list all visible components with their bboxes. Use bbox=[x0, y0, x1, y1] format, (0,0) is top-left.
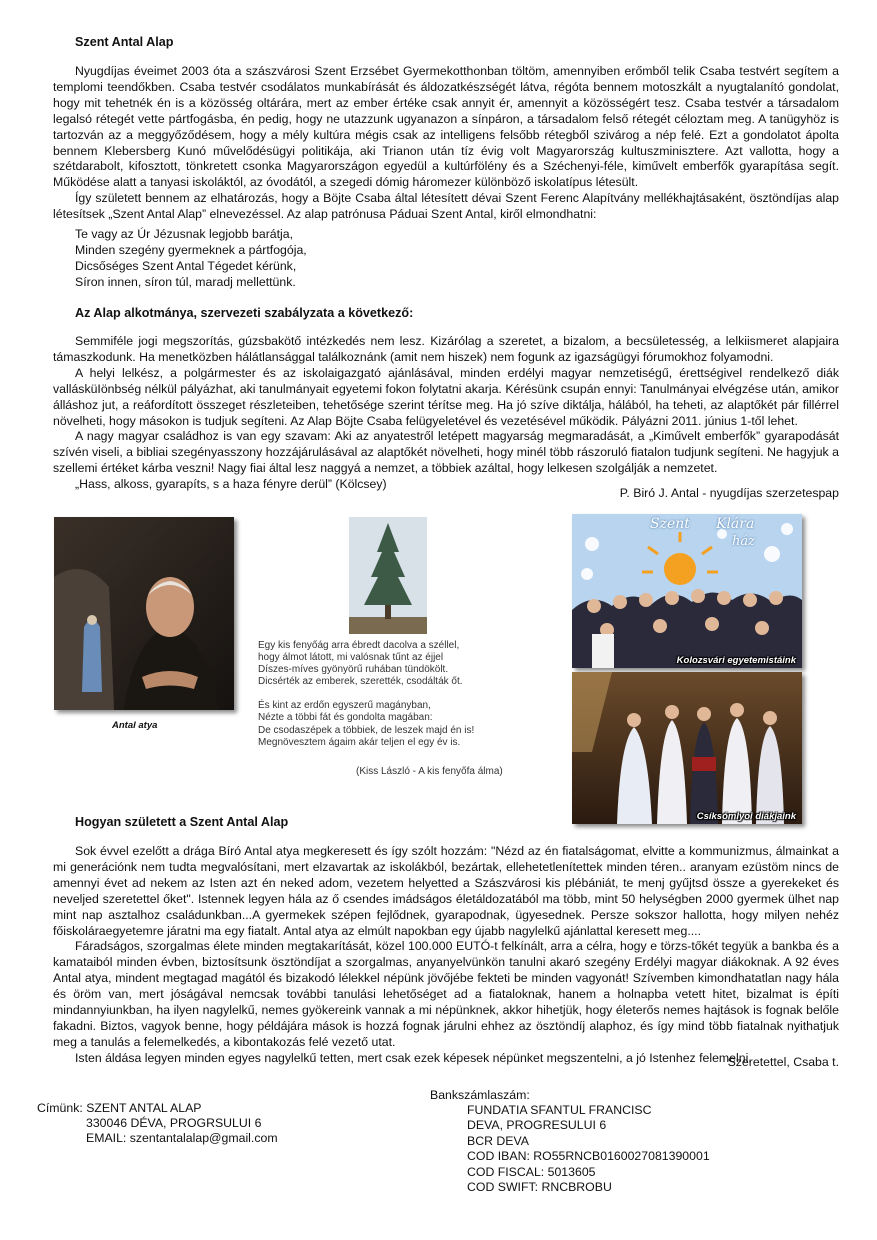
board-text-szent: Szent bbox=[650, 516, 690, 532]
prayer-line: Te vagy az Úr Jézusnak legjobb barátja, bbox=[75, 227, 294, 241]
bank-line: DEVA, PROGRESULUI 6 bbox=[467, 1118, 607, 1133]
photo-fir-tree bbox=[349, 517, 427, 634]
poem-attribution: (Kiss László - A kis fenyőfa álma) bbox=[356, 766, 503, 777]
bank-line: FUNDATIA SFANTUL FRANCISC bbox=[467, 1103, 652, 1117]
bank-label: Bankszámlaszám: bbox=[430, 1088, 530, 1102]
poem-line: Megnövesztem ágaim akár teljen el egy év is. bbox=[258, 736, 461, 748]
bank-details bbox=[467, 1103, 710, 1195]
intro-text bbox=[53, 64, 839, 223]
paragraph: Fáradságos, szorgalmas élete minden megtakarítását, közel 100.000 EUTÓ-t felkínált, arra a célra, hogy e törzs-tőkét tegyük a bankba és a kamataiból minden évben, biztosítsunk ösztöndíjat a szorgalmas, anyanyelvünkön tanulni akaró szegény Erdélyi magyar diákoknak. A 92 éves Antal atya, mindent megtagad magától és bizakodó lélekkel népünk jövőjébe fekteti be minden vagyonát! Szívemben kimondhatatlan nagy hála és öröm van, mert jóságával nemcsak további tanulási lehetőséget ad a fiataloknak, hanem a holnapba vetett hitet, bizalmat is építi mindannyiunkban, ha ilyen nagylelkű, nemes gyökereink vannak a mi népünknek, akkor hihetjük, hogy életerős nemes hajtások is fognak belőle fakadni. Biztos, vagyok benne, hogy példájára mások is hozzá fognak járulni ehhez az ösztöndíj alaphoz, és így mind több fiatalnak nyithatjuk meg a tanulás a felemelkedés, a kibontakozás felé vezető utat. bbox=[53, 939, 839, 1049]
poem-line: És kint az erdőn egyszerű magányban, bbox=[258, 700, 431, 712]
poem-line: De csodaszépek a többiek, de leszek majd én is! bbox=[258, 724, 475, 736]
photo-csiksomlyo-students bbox=[572, 672, 802, 824]
portrait-image bbox=[54, 517, 234, 710]
photo-antal-atya bbox=[54, 517, 234, 710]
caption-kolozsvar: Kolozsvári egyetemistáink bbox=[676, 655, 796, 666]
poem-line: Dicsérték az emberek, szerették, csodálták őt. bbox=[258, 676, 463, 688]
caption-antal-atya: Antal atya bbox=[112, 720, 158, 731]
prayer-line: Síron innen, síron túl, maradj mellettünk. bbox=[75, 274, 296, 289]
signature-biro: P. Biró J. Antal - nyugdíjas szerzetespap bbox=[619, 486, 839, 500]
paragraph: Sok évvel ezelőtt a drága Bíró Antal atya megkeresett és így szólt hozzám: "Nézd az én fiatalságomat, elvitte a kommunizmus, álmainkat a mi generációnk nem tudta megvalósítani, mert elzavartak az iskolákból, bezártak, ellehetetlenítettek minden téren.. aranyam ezüstöm nincs de amennyi évet ad nekem az Isten azt én neked adom, vezetem helyetted a Szászvárosi kis plébániát, te menj gyűjtsd össze a gyerekeket és neveljed szeretettel őket". Istennek legyen hála az ő csendes imádságos életáldozatából ma több, mint 50 helységben 2000 gyermek ülhet nap mint nap asztalhoz családunkban...A gyermekek szépen fejlődnek, gyarapodnak, ügyesednek. Persze sokszor hallotta, hogy milyen nehéz főiskoláraegyetemre járatni ma egy fiatalt. Antal atya az elmúlt napokban egy újabb nagylelkű ajánlattal keresett meg.... bbox=[53, 844, 839, 938]
signature-csaba: Szeretettel, Csaba t. bbox=[727, 1055, 839, 1069]
poem-line: Nézte a többi fát és gondolta magában: bbox=[258, 712, 433, 724]
caption-csiksomlyo: Csíksómlyoi diákjaink bbox=[696, 811, 796, 822]
poem-line: Egy kis fenyőág arra ébredt dacolva a széllel, bbox=[258, 640, 460, 651]
section-title-szent-antal-alap: Szent Antal Alap bbox=[75, 35, 174, 49]
paragraph: A helyi lelkész, a polgármester és az iskolaigazgató ajánlásával, minden erdélyi magyar nemzetiségű, érettségivel rendelkező diák vallásküIönbség nélkül pályázhat, aki tanulmányait egyetemi fokon folytatni akarja. Kérésünk csupán ennyi: Tanulmányai elvégzése után, amikor álláshoz jut, a reáfordított összeget részleteiben, tehetősége szerint térítse meg. Ha jó szíve diktálja, hálából, ha teheti, az alaptőkét pár fillérrel növelheti, hogy másokon is tudjuk segíteni. Az Alap Böjte Csaba felügyeletével és vezetésével működik. Pályázni 2011. június 1-től lehet. bbox=[53, 365, 839, 428]
origin-text bbox=[53, 844, 839, 1067]
board-text-haz: ház bbox=[732, 534, 755, 549]
photo-kolozsvar-students bbox=[572, 514, 802, 668]
group-photo-image bbox=[572, 672, 802, 824]
bank-line: COD IBAN: RO55RNCB0160027081390001 bbox=[467, 1149, 710, 1164]
paragraph: A nagy magyar családhoz is van egy szavam: Aki az anyatestről letépett magyarság megmaradását, a „Kiművelt emberfők” gyarapodását szívén viseli, a bibliai szegényasszony hozzájárulásával az alaptőkét növelheti, hogy minél több rászoruló fiatalon tudjunk segíteni. Ne hagyjuk a szellemi értéket kárba veszni! Nagy fiai által lesz naggyá a nemzet, a többiek azáltal, hogy lelkesen szolgálják a nemzetet. bbox=[53, 429, 839, 476]
board-text-klara: Klára bbox=[716, 516, 755, 532]
section-title-origin: Hogyan született a Szent Antal Alap bbox=[75, 815, 289, 829]
paragraph: Így született bennem az elhatározás, hogy a Böjte Csaba által létesített dévai Szent Ferenc Alapítvány mellékhajtásaként, ösztöndíjas alap létesítsek „Szent Antal Alap” elnevezéssel. Az alap patrónusa Páduai Szent Antal, kiről elmondhatni: bbox=[53, 191, 839, 222]
poem-line: hogy álmot látott, mi valósnak tűnt az éjjel bbox=[258, 652, 444, 664]
poem-line: Díszes-míves gyönyörű ruhában tündökölt. bbox=[258, 664, 449, 676]
address-line-1: Címünk: SZENT ANTAL ALAP bbox=[37, 1101, 202, 1115]
section-title-constitution: Az Alap alkotmánya, szervezeti szabályzata a következő: bbox=[75, 306, 414, 320]
poem-fenyofa bbox=[258, 640, 474, 749]
prayer-verse bbox=[75, 227, 307, 291]
bank-line: COD SWIFT: RNCBROBU bbox=[467, 1180, 612, 1195]
fir-tree-image bbox=[349, 517, 427, 634]
paragraph: Nyugdíjas éveimet 2003 óta a szászvárosi Szent Erzsébet Gyermekotthonban töltöm, amennyiben erőmből telik Csaba testvért segítem a templomi teendőkben. Csaba testvér csodálatos munkabírását és áldozatkészségét látva, régóta bennem motoszkált a nyugtalanító gondolat, hogy mit tehetnék én is a közösség oltárára, mert az ember értéke csak annyit ér, amennyit a közösségért tesz. Csaba testvér a társadalom legalsó rétegét vette pártfogásba, én pedig, hogy ne utazzunk ugyanazon a sínpáron, a társadalom felső rétegét céloztam meg. A tanügyhöz is tartozván az a meggyőződésem, hogy a mély kultúra mégis csak az intelligens felsőbb rétegből szivárog a nép felé. Ezt a gondolatot ápolta bennem Klebersberg Kunó művelődésügyi politikája, aki Trianon után tíz évig volt Magyarország kultuszminisztere. Azt vallotta, hogy a szétdarabolt, kifosztott, tönkretett csonka Magyarországon egyedül a kultúrfölény és a Széchenyi-féle, kiművelt emberfők gyarapítása segít. Működése alatt a tanyasi iskoláktól, az óvodától, a szegedi dómig háromezer különböző iskolatípus létesült. bbox=[53, 64, 839, 190]
prayer-line: Minden szegény gyermeknek a pártfogója, bbox=[75, 242, 307, 257]
address-line-2: 330046 DÉVA, PROGRSULUI 6 bbox=[86, 1116, 262, 1130]
prayer-line: Dicsőséges Szent Antal Tégedet kérünk, bbox=[75, 258, 297, 273]
paragraph: Isten áldása legyen minden egyes nagylelkű tetten, mert csak ezek képesek népünket megszentelni, a jó Istenhez felemelni. bbox=[75, 1050, 752, 1065]
paragraph: „Hass, alkoss, gyarapíts, s a haza fényre derül” (Kölcsey) bbox=[75, 477, 387, 492]
bank-line: BCR DEVA bbox=[467, 1133, 529, 1148]
address-email[interactable]: EMAIL: szentantalalap@gmail.com bbox=[86, 1131, 278, 1145]
constitution-text bbox=[53, 334, 839, 493]
group-photo-image bbox=[572, 514, 802, 668]
bank-line: COD FISCAL: 5013605 bbox=[467, 1164, 596, 1179]
paragraph: Semmiféle jogi megszorítás, gúzsbakötő intézkedés nem lesz. Kizárólag a szeretet, a bizalom, a becsületesség, a lelkiismeret alapjaira támaszkodunk. Ha menetközben hálátlansággal találkoznánk (amit nem hiszek) nem fogunk az igazságügyi fórumokhoz folyamodni. bbox=[53, 334, 839, 364]
